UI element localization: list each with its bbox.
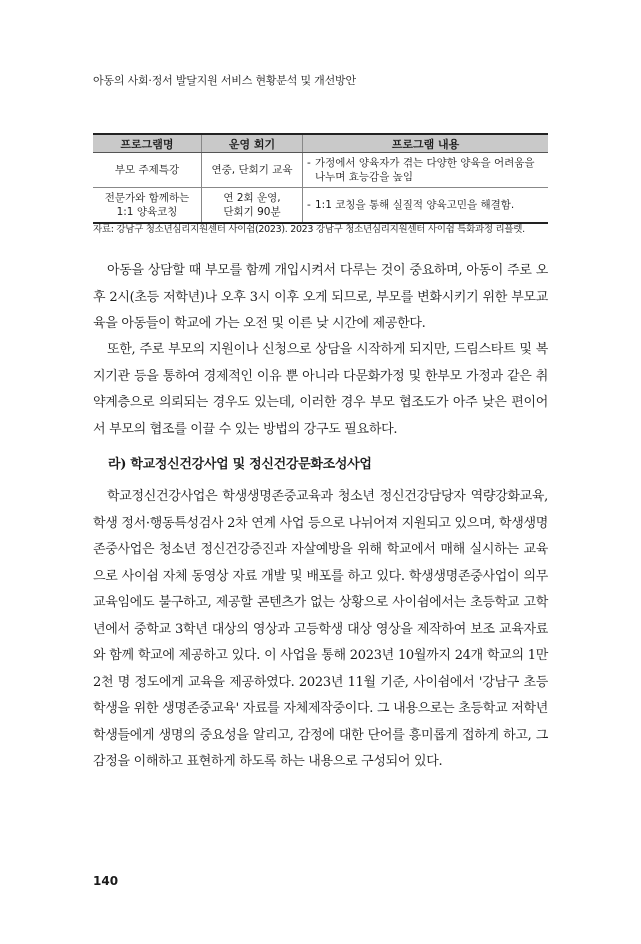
program-name-line: 1:1 양육코칭 — [116, 206, 178, 218]
table-row — [93, 153, 548, 188]
table-row — [93, 188, 548, 224]
sessions-line: 단회기 90분 — [223, 206, 281, 218]
column-header-sessions: 운영 회기 — [202, 134, 303, 153]
program-name-cell: 부모 주제특강 — [93, 153, 202, 188]
bullet-dash: - — [307, 157, 311, 169]
content-cell — [303, 153, 549, 188]
content-text: 1:1 코칭을 통해 실질적 양육고민을 해결함. — [315, 199, 515, 211]
page-number: 140 — [93, 874, 119, 888]
table-source-note: 자료: 강남구 청소년심리지원센터 사이쉼(2023). 2023 강남구 청소년심리지원센터 사이쉼 특화과정 리플렛. — [93, 224, 525, 235]
sessions-cell — [202, 188, 303, 224]
body-paragraph: 또한, 주로 부모의 지원이나 신청으로 상담을 시작하게 되지만, 드림스타트 및 복지기관 등을 통하여 경제적인 이유 뿐 아니라 다문화가정 및 한부모 가정과 같은 취약계층으로 의뢰되는 경우도 있는데, 이러한 경우 부모 협조도가 아주 낮은 편이어서 부모의 협조를 이끌 수 있는 방법의 강구도 필요하다. — [93, 342, 548, 437]
program-table — [93, 133, 548, 224]
column-header-program-name: 프로그램명 — [93, 134, 202, 153]
content-cell — [303, 188, 549, 224]
program-name-line: 전문가와 함께하는 — [104, 192, 190, 204]
table-header-row — [93, 134, 548, 153]
sessions-cell: 연중, 단회기 교육 — [202, 153, 303, 188]
section-heading: 라) 학교정신건강사업 및 정신건강문화조성사업 — [108, 457, 372, 472]
sessions-line: 연 2회 운영, — [223, 192, 281, 204]
content-text: 가정에서 양육자가 겪는 다양한 양육을 어려움을 나누며 효능감을 높임 — [315, 157, 535, 183]
body-paragraph: 학교정신건강사업은 학생생명존중교육과 청소년 정신건강담당자 역량강화교육, 학생 정서·행동특성검사 2차 연계 사업 등으로 나뉘어져 지원되고 있으며, 학생생명존중사업은 청소년 정신건강증진과 자살예방을 위해 학교에서 매해 실시하는 교육으로 사이쉼 자체 동영상 자료 개발 및 배포를 하고 있다. 학생생명존중사업이 의무교육임에도 불구하고, 제공할 콘텐츠가 없는 상황으로 사이쉼에서는 초등학교 고학년에서 중학교 3학년 대상의 영상과 고등학생 대상 영상을 제작하여 보조 교육자료와 함께 학교에 제공하고 있다. 이 사업을 통해 2023년 10월까지 24개 학교의 1만 2천 명 정도에게 교육을 제공하였다. 2023년 11월 기준, 사이쉼에서 '강남구 초등학생을 위한 생명존중교육' 자료를 자체제작중이다. 그 내용으로는 초등학교 저학년 학생들에게 생명의 중요성을 알리고, 감정에 대한 단어를 흥미롭게 접하게 하고, 그 감정을 이해하고 표현하게 하도록 하는 내용으로 구성되어 있다. — [93, 489, 548, 769]
bullet-dash: - — [307, 199, 311, 211]
program-name-cell — [93, 188, 202, 224]
running-header: 아동의 사회·정서 발달지원 서비스 현황분석 및 개선방안 — [93, 74, 356, 87]
body-paragraph: 아동을 상담할 때 부모를 함께 개입시켜서 다루는 것이 중요하며, 아동이 주로 오후 2시(초등 저학년)나 오후 3시 이후 오게 되므로, 부모를 변화시키기 위한 부모교육을 아동들이 학교에 가는 오전 및 이른 낮 시간에 제공한다. — [93, 263, 548, 331]
column-header-content: 프로그램 내용 — [303, 134, 549, 153]
